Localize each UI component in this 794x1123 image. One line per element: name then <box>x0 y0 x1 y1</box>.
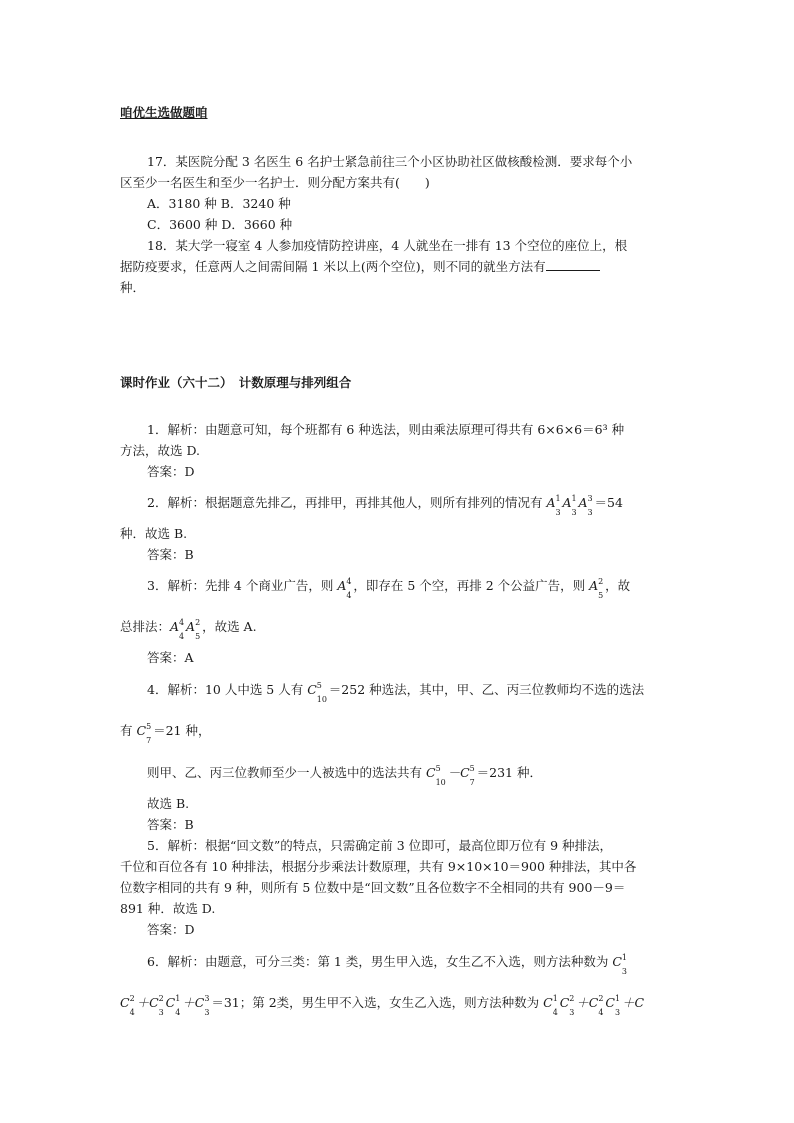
a3-line2 <box>120 617 680 641</box>
a6-formula-tail: C 1 4 C 2 3 ＋C 2 4 C 1 3 ＋C <box>543 993 645 1017</box>
a4-line3-text-a: 则甲、乙、丙三位教师至少一人被选中的选法共有 <box>147 765 426 780</box>
a3-line1-text-c: ，故 <box>605 578 631 593</box>
a6-line2 <box>120 993 680 1017</box>
q18-line1: 18．某大学一寝室 4 人参加疫情防控讲座，4 人就坐在一排有 13 个空位的座位上，根 <box>147 238 628 253</box>
a2-line1 <box>147 493 707 517</box>
a4-line2-text-b: ＝21 种， <box>153 723 211 738</box>
section-heading: 咱优生选做题咱 <box>120 105 208 120</box>
a5-line4: 891 种．故选 D. <box>120 901 216 916</box>
a6-formula-c13: C 1 3 <box>612 952 627 976</box>
a4-line1-text-a: 4．解析：10 人中选 5 人有 <box>147 682 308 697</box>
a3-line1-text-a: 3．解析：先排 4 个商业广告，则 <box>147 578 338 593</box>
a4-formula-c75: C 5 7 <box>136 721 152 745</box>
a3-formula-a52: A 2 5 <box>589 576 604 600</box>
a3-line1 <box>147 576 707 600</box>
a1-line1: 1．解析：由题意可知，每个班都有 6 种选法，则由乘法原理可得共有 6×6×6＝6³ 种 <box>147 422 625 437</box>
a5-line1: 5．解析：根据“回文数”的特点，只需确定前 3 位即可，最高位即万位有 9 种排法， <box>147 838 613 853</box>
q17-options-cd: C．3600 种 D．3660 种 <box>147 217 293 232</box>
a3-line2-text-b: ，故选 A. <box>202 619 257 634</box>
a4-line4: 故选 B. <box>147 796 190 811</box>
a4-line3 <box>147 763 707 787</box>
q18-line2-text: 据防疫要求，任意两人之间需间隔 1 米以上(两个空位)，则不同的就坐方法有 <box>120 259 546 274</box>
a6-line1 <box>147 952 707 976</box>
a6-formula-sum: C 2 4 ＋C 2 3 C 1 4 ＋C 3 3 <box>120 993 210 1017</box>
q17-options-ab: A．3180 种 B．3240 种 <box>147 196 291 211</box>
a3-line2-text-a: 总排法： <box>120 619 171 634</box>
a1-line2: 方法，故选 D. <box>120 443 201 458</box>
q17-line2: 区至少一名医生和至少一名护士．则分配方案共有( ) <box>120 175 430 190</box>
a2-line2: 种．故选 B. <box>120 526 188 541</box>
answer-blank <box>546 258 600 271</box>
a5-line3: 位数字相同的共有 9 种，则所有 5 位数中是“回文数”且各位数字不全相同的共有 900－9＝ <box>120 880 626 895</box>
a1-answer: 答案：D <box>147 464 195 479</box>
a4-formula-diff: C 5 10 －C 5 7 <box>425 763 475 787</box>
a3-answer: 答案：A <box>147 650 194 665</box>
a4-answer: 答案：B <box>147 817 194 832</box>
q18-line3: 种． <box>120 280 146 295</box>
q18-line2 <box>120 257 680 277</box>
q17-line1: 17．某医院分配 3 名医生 6 名护士紧急前往三个小区协助社区做核酸检测．要求每个小 <box>147 154 633 169</box>
a4-formula-c105: C 5 10 <box>307 680 327 704</box>
a5-answer: 答案：D <box>147 922 195 937</box>
a2-line1-result: ＝54 <box>594 495 623 510</box>
homework-title: 课时作业（六十二） 计数原理与排列组合 <box>120 375 352 390</box>
a6-line1-text: 6．解析：由题意，可分三类：第 1 类，男生甲入选，女生乙不入选，则方法种数为 <box>147 954 613 969</box>
a3-line1-text-b: ，即存在 5 个空，再排 2 个公益广告，则 <box>353 578 590 593</box>
a4-line1 <box>147 680 707 704</box>
a2-line1-text: 2．解析：根据题意先排乙，再排甲，再排其他人，则所有排列的情况有 <box>147 495 547 510</box>
a3-formula-a44: A 4 4 <box>337 576 352 600</box>
a4-line2 <box>120 721 680 745</box>
a5-line2: 千位和百位各有 10 种排法，根据分步乘法计数原理，共有 9×10×10＝900 种排法，其中各 <box>120 859 637 874</box>
a4-line3-text-b: ＝231 种． <box>476 765 542 780</box>
a4-line1-text-b: ＝252 种选法，其中，甲、乙、丙三位教师均不选的选法 <box>328 682 645 697</box>
a3-formula-total: A 4 4 A 2 5 <box>170 617 201 641</box>
a2-answer: 答案：B <box>147 547 194 562</box>
a6-line2-text: ＝31；第 2类，男生甲不入选，女生乙入选，则方法种数为 <box>211 995 544 1010</box>
a2-formula: A 1 3 A 1 3 A 3 3 <box>546 493 593 517</box>
a4-line2-text-a: 有 <box>120 723 137 738</box>
